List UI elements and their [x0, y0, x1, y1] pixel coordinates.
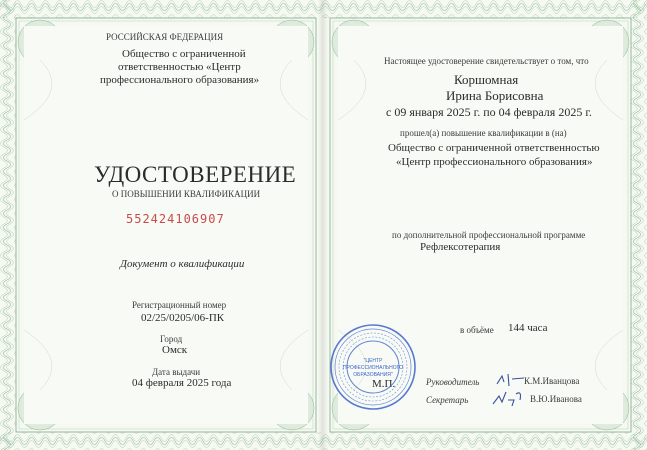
head-name: К.М.Иванцова [524, 376, 580, 386]
country-label: РОССИЙСКАЯ ФЕДЕРАЦИЯ [106, 32, 224, 42]
city-value: Омск [162, 344, 188, 356]
registration-label: Регистрационный номер [132, 300, 227, 310]
org-name-line3: профессионального образования» [100, 74, 260, 86]
training-period: с 09 января 2025 г. по 04 февраля 2025 г. [386, 105, 592, 119]
issue-date-label: Дата выдачи [152, 367, 201, 377]
passed-training-label: прошел(а) повышение квалификации в (на) [400, 128, 567, 138]
right-org-line1: Общество с ограниченной ответственностью [388, 142, 600, 154]
holder-last-name: Коршомная [454, 72, 519, 87]
document-type: Документ о квалификации [120, 258, 245, 270]
secretary-signature [490, 388, 526, 408]
serial-number: 552424106907 [126, 212, 225, 226]
document-title: УДОСТОВЕРЕНИЕ [94, 162, 297, 187]
secretary-label: Секретарь [426, 395, 469, 405]
program-label: по дополнительной профессиональной программе [392, 230, 586, 240]
city-label: Город [160, 334, 183, 344]
org-name-line1: Общество с ограниченной [122, 48, 246, 60]
head-label: Руководитель [426, 377, 480, 387]
issue-date: 04 февраля 2025 года [132, 377, 232, 389]
program-name: Рефлексотерапия [420, 241, 501, 253]
holder-first-middle-name: Ирина Борисовна [446, 88, 544, 103]
document-subtitle: О ПОВЫШЕНИИ КВАЛИФИКАЦИИ [112, 189, 261, 199]
volume-hours: 144 часа [508, 322, 548, 334]
organization-stamp [328, 322, 418, 412]
volume-label: в объёме [460, 325, 494, 335]
right-org-line2: «Центр профессионального образования» [396, 156, 593, 168]
intro-text: Настоящее удостоверение свидетельствует о том, что [384, 56, 589, 66]
stamp-line2: ПРОФЕССИОНАЛЬНОГО [343, 365, 403, 371]
center-fold [318, 0, 328, 450]
stamp-line1: "ЦЕНТР [363, 358, 383, 364]
left-page [20, 24, 312, 426]
head-signature [494, 370, 528, 390]
org-name-line2: ответственностью «Центр [118, 61, 241, 73]
registration-number: 02/25/0205/06-ПК [141, 312, 225, 324]
secretary-name: В.Ю.Иванова [530, 394, 582, 404]
stamp-line3: ОБРАЗОВАНИЯ" [353, 372, 393, 378]
seal-place-label: М.П. [372, 378, 396, 390]
